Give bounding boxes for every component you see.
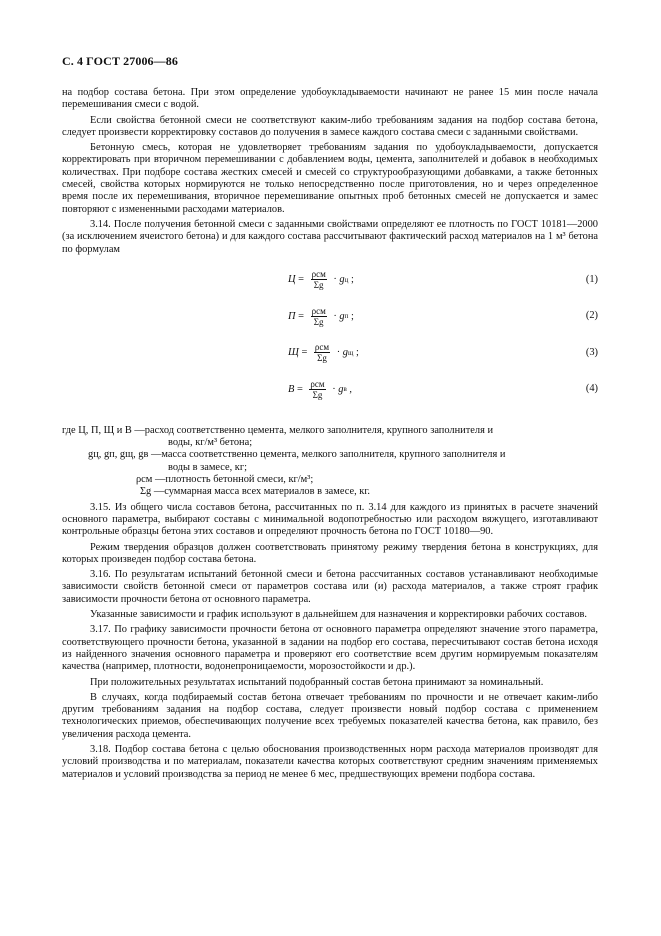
formula-g: g bbox=[342, 347, 348, 359]
formula-1: Ц = $\frac{\text{ρсм}}{\Sigma g}$ · g ц ; (1) bbox=[288, 269, 598, 291]
formula-denominator: Σg bbox=[313, 280, 324, 291]
paragraph: Если свойства бетонной смеси не соответствуют каким-либо требованиям задания на подбор состава бетона, следует произвести корректировку составов до получения в замесе каждого состава смеси с заданными свойствами. bbox=[62, 114, 598, 138]
definition-text: суммарная масса всех материалов в замесе, кг. bbox=[164, 486, 371, 498]
definition-row bbox=[62, 486, 598, 498]
definition-text: плотность бетонной смеси, кг/м³; bbox=[165, 474, 314, 486]
paragraph-3-16: 3.16. По результатам испытаний бетонной смеси и бетона рассчитанных составов устанавливают необходимые зависимости свойств бетонной смеси от параметров состава или (и) расхода материалов, а также строят график зависимости прочности бетона от основного параметра. bbox=[62, 569, 598, 605]
formula-4: В = $\frac{\text{ρсм}}{\Sigma g}$ · g в , (4) bbox=[288, 378, 598, 400]
formula-tail: ; bbox=[355, 347, 359, 359]
paragraph: В случаях, когда подбираемый состав бетона отвечает требованиям по прочности и не отвечает каким-либо другим требованиям задания на подбор состава, следует произвести новый подбор состава с применением технологических приемов, обеспечивающих получение всех требуемых показателей качества бетона, как правило, без увеличения расхода цемента. bbox=[62, 691, 598, 740]
definition-row bbox=[62, 449, 598, 461]
formula-tail: ; bbox=[350, 310, 354, 322]
formula-number: (4) bbox=[585, 383, 598, 395]
formula-numerator: ρсм bbox=[311, 269, 326, 280]
paragraph-3-14: 3.14. После получения бетонной смеси с заданными свойствами определяют ее плотность по ГОСТ 10181—2000 (за исключением ячеистого бетона) и для каждого состава рассчитывают фактический расход материалов на 1 м³ бетона по формулам bbox=[62, 218, 598, 255]
formula-numerator: ρсм bbox=[310, 378, 325, 389]
formula-denominator: Σg bbox=[317, 353, 327, 364]
formula-denominator: Σg bbox=[313, 316, 324, 327]
formula-g: g bbox=[338, 383, 344, 395]
paragraph: Указанные зависимости и график используют в дальнейшем для назначения и корректировки рабочих составов. bbox=[90, 609, 588, 621]
formula-g: g bbox=[339, 274, 345, 286]
formula-g-sub: ц bbox=[344, 275, 349, 284]
formula-3: Щ = $\frac{\text{ρсм}}{\Sigma g}$ · g щ ; (3) bbox=[288, 342, 598, 364]
paragraph: Бетонную смесь, которая не удовлетворяет требованиям задания по удобоукладываемости, допускается корректировать при вторичном перемешивании с добавлением воды, цемента, заполнителей и добавок в необходимых количествах. При подборе состава жестких смесей и смесей со структурообразующими добавками, а также бетонных смесей, свойства которых нормируются не только непосредственно после приготовления, но и через определенное время после их перемешивания, вторичное перемешивание опытных проб бетонных смесей не допускается и замес повторяют с измененными расходами материалов. bbox=[62, 142, 598, 215]
paragraph-3-17: 3.17. По графику зависимости прочности бетона от основного параметра определяют значение этого параметра, соответствующего прочности бетона, указанной в задании на подбор его состава, пересчитывают состав бетона исходя из найденного значения основного параметра и проверяют его соответствие всем другим нормируемым показателям качества (например, плотности, водонепроницаемости, морозостойкости и др.). bbox=[62, 624, 598, 673]
formula-lhs: Ц bbox=[288, 274, 296, 286]
definition-text: расход соответственно цемента, мелкого заполнителя, крупного заполнителя и bbox=[144, 424, 494, 436]
formula-g-sub: щ bbox=[347, 348, 354, 357]
formula-numerator: ρсм bbox=[311, 305, 326, 316]
definition-row bbox=[62, 474, 598, 486]
formula-tail: ; bbox=[350, 274, 354, 286]
document-page bbox=[62, 54, 598, 781]
paragraph: При положительных результатах испытаний подобранный состав бетона принимают за номинальный. bbox=[90, 676, 544, 688]
definition-term: gц, gп, gщ, gв — bbox=[88, 449, 162, 461]
formula-g-sub: в bbox=[343, 385, 347, 394]
definition-continuation: воды, кг/м³ бетона; bbox=[168, 437, 253, 449]
formula-lhs: П bbox=[288, 310, 296, 322]
page-header: С. 4 ГОСТ 27006—86 bbox=[62, 54, 178, 68]
definition-term: Σg — bbox=[140, 486, 165, 498]
formula-number: (3) bbox=[585, 346, 598, 358]
formula-denominator: Σg bbox=[312, 389, 323, 400]
formulas-block bbox=[62, 267, 598, 413]
formula-g-sub: п bbox=[344, 312, 349, 321]
definition-term: ρсм — bbox=[136, 474, 166, 486]
paragraph-3-15: 3.15. Из общего числа составов бетона, рассчитанных по п. 3.14 для каждого из принятых в расчете значений основного параметра, выбирают составы с минимальной водопотребностью или расходом вяжущего, изготавливают контрольные образцы бетона этих составов и определяют прочность бетона по ГОСТ 10180—90. bbox=[62, 501, 598, 538]
formula-number: (2) bbox=[585, 310, 598, 322]
formula-number: (1) bbox=[585, 273, 598, 285]
formula-lhs: Щ bbox=[288, 347, 299, 359]
paragraph-3-18: 3.18. Подбор состава бетона с целью обоснования производственных норм расхода материалов производят для условий производства и по материалам, показатели качества которых соответствуют средним значениям применяемых материалов и условий производства за период не менее 6 мес, предшествующих времени подбора состава. bbox=[62, 743, 598, 780]
definitions-block bbox=[62, 425, 598, 499]
formula-2: П = $\frac{\text{ρсм}}{\Sigma g}$ · g п ; (2) bbox=[288, 305, 598, 327]
paragraph: Режим твердения образцов должен соответствовать принятому режиму твердения бетона в конструкциях, для которых произведен подбор состава бетона. bbox=[62, 541, 598, 565]
definition-row bbox=[62, 425, 598, 437]
paragraph: на подбор состава бетона. При этом определение удобоукладываемости начинают не ранее 15 мин после начала перемешивания смеси с водой. bbox=[62, 87, 598, 111]
formula-lhs: В bbox=[288, 383, 295, 395]
formula-tail: , bbox=[349, 383, 352, 395]
definition-term: где Ц, П, Щ и В — bbox=[62, 424, 145, 436]
formula-g: g bbox=[339, 310, 345, 322]
formula-numerator: ρсм bbox=[314, 342, 330, 353]
definition-continuation: воды в замесе, кг; bbox=[168, 461, 248, 473]
definition-text: масса соответственно цемента, мелкого заполнителя, крупного заполнителя и bbox=[161, 449, 506, 461]
